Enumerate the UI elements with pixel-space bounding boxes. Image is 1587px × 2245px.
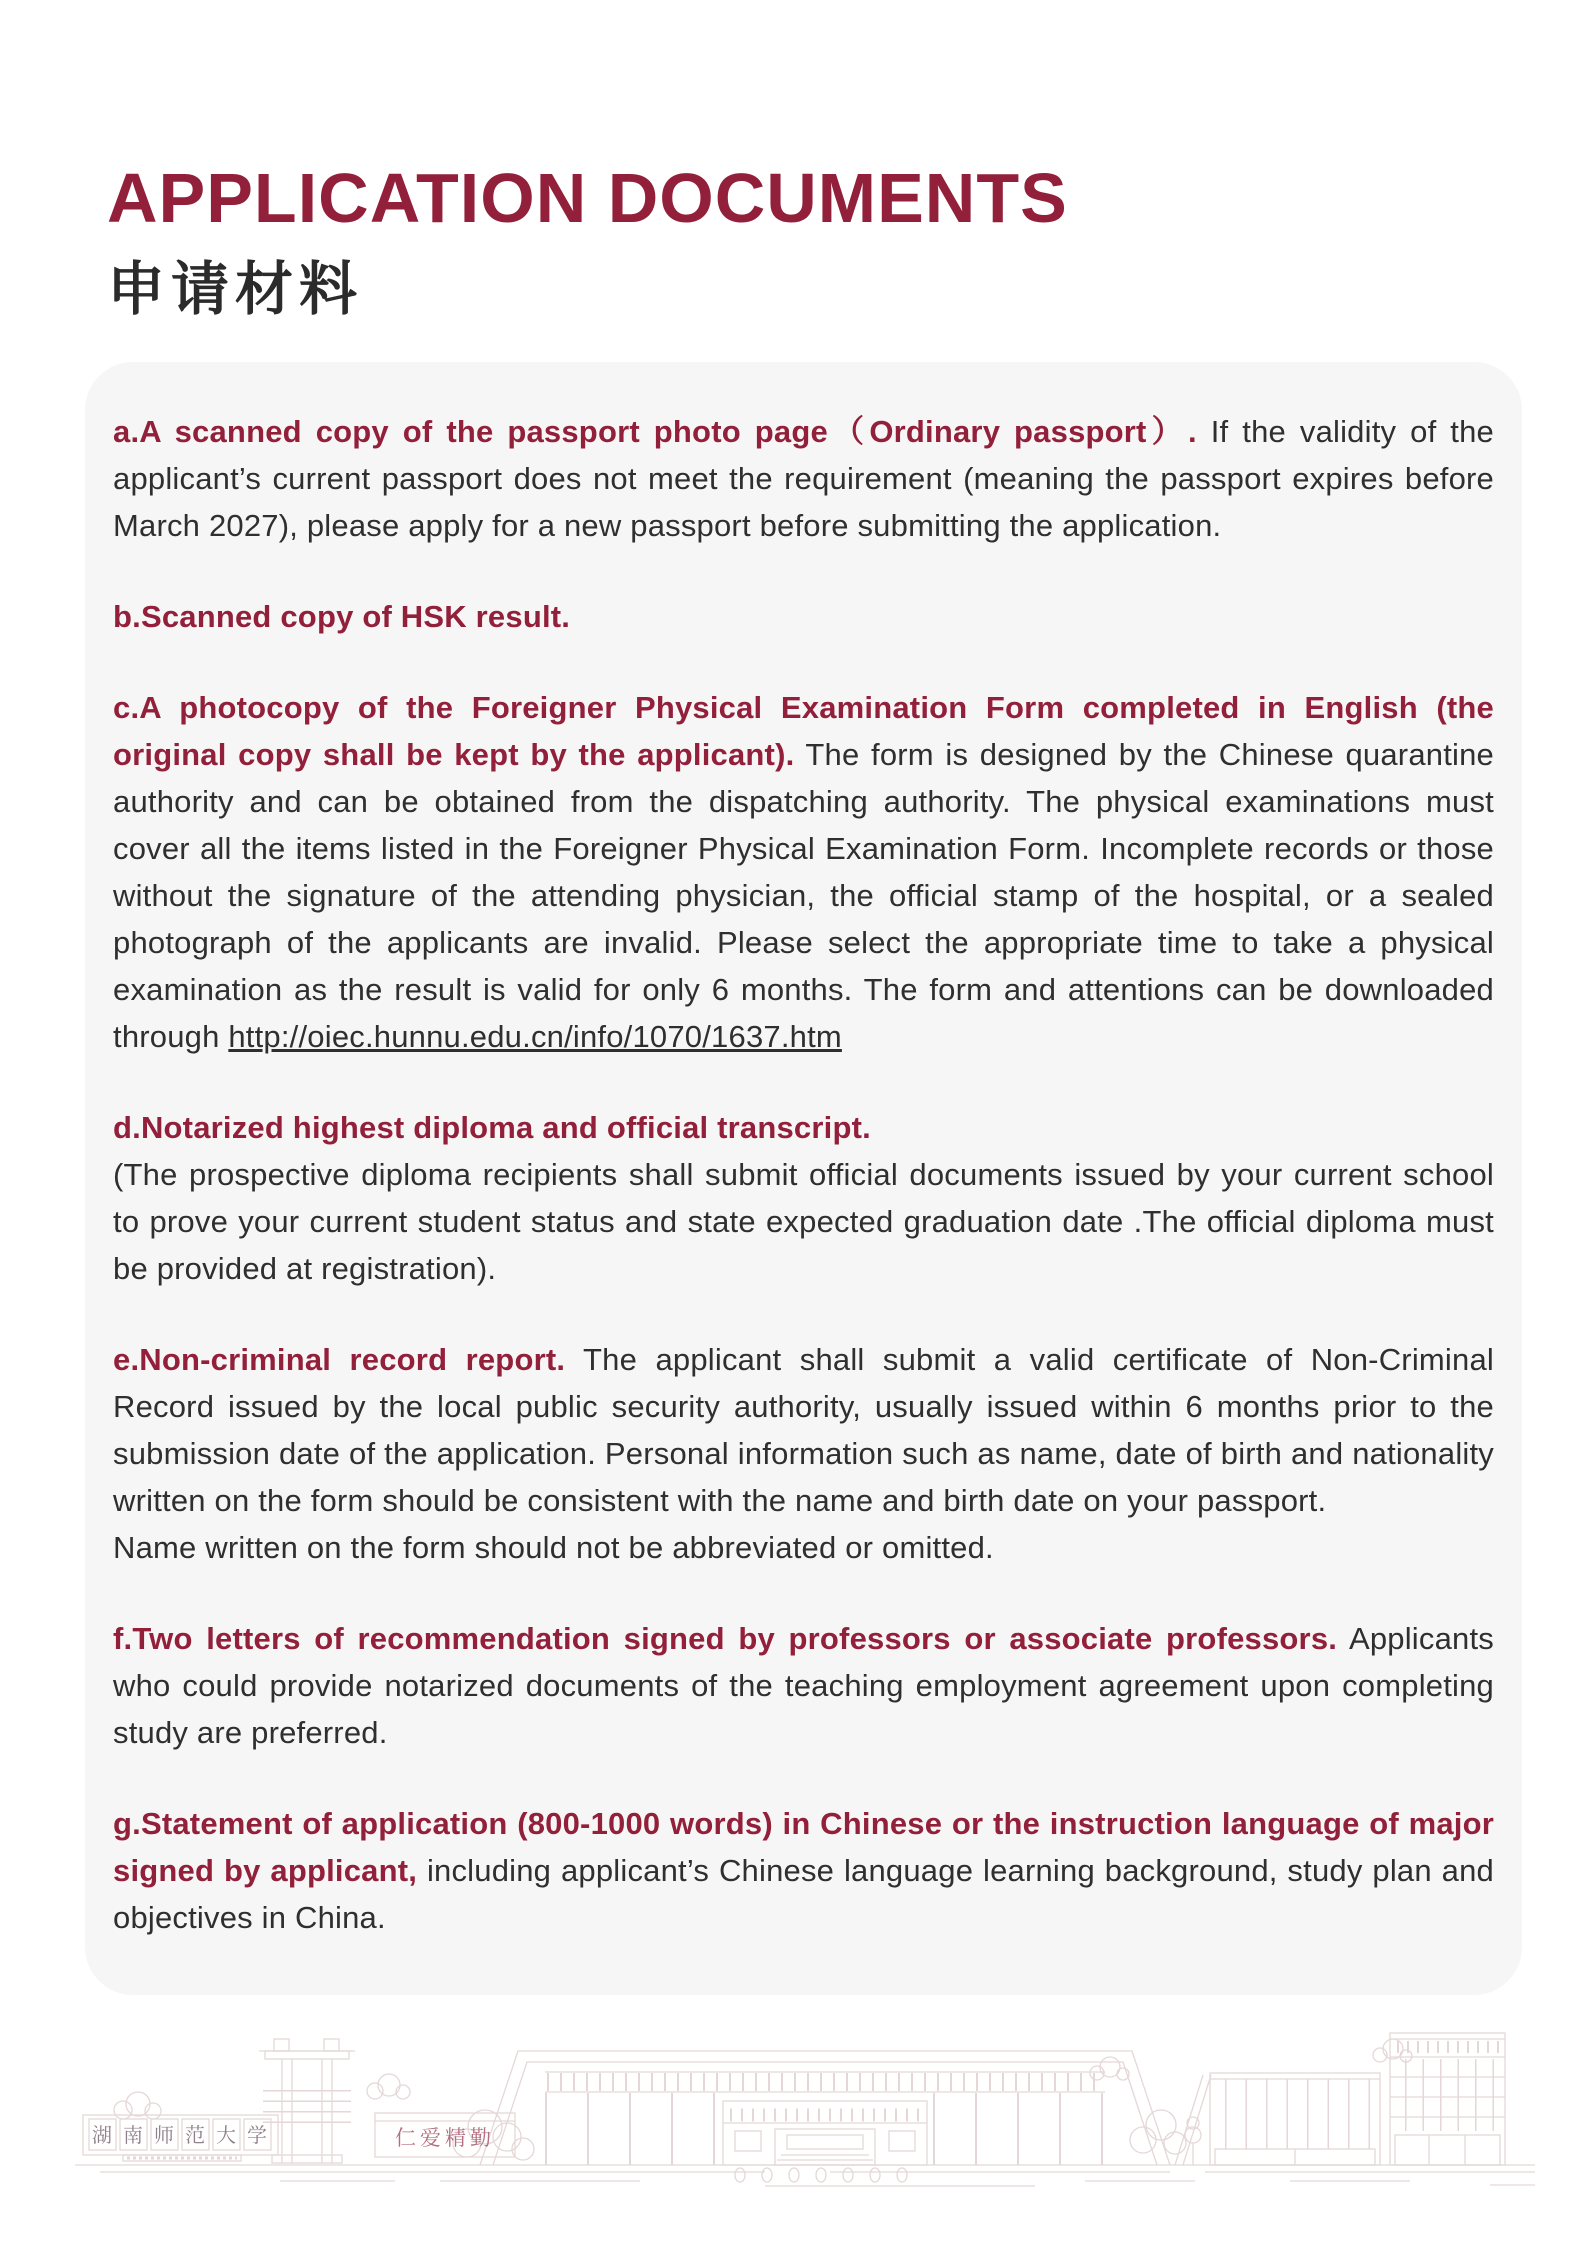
page-subtitle-chinese: 申请材料 (107, 256, 364, 322)
gate-sign-char: 湖 (92, 2123, 112, 2148)
doc-item-d-text: (The prospective diploma recipients shall submit official documents issued by your current school to prove your current student status and state expected graduation date .The official diploma must be provided at registration). (113, 1157, 1494, 1287)
doc-item-b-lead: b.Scanned copy of HSK result. (113, 599, 571, 635)
doc-item-e-lead: e.Non-criminal record report. (113, 1342, 566, 1378)
doc-item-b (113, 593, 1494, 640)
motto-sign-text: 仁爱精勤 (395, 2126, 495, 2151)
doc-item-a (113, 408, 1494, 549)
right-building-tall (1390, 2033, 1505, 2165)
doc-item-d-lead: d.Notarized highest diploma and official transcript. (113, 1110, 871, 1146)
doc-item-g-text: including applicant’s Chinese language learning background, study plan and objectives in China. (113, 1853, 1494, 1936)
doc-item-f (113, 1615, 1494, 1756)
cloud-icon (1373, 2039, 1412, 2062)
doc-item-e-note: Name written on the form should not be abbreviated or omitted. (113, 1530, 994, 1566)
gate-sign-char: 南 (123, 2123, 143, 2148)
page-header (0, 0, 1587, 320)
doc-item-c-text: The form is designed by the Chinese quarantine authority and can be obtained from the dispatching authority. The physical examinations must cover all the items listed in the Foreigner Physical Examination Form. Incomplete records or those without the signature of the attending physician, the official stamp of the hospital, or a sealed photograph of the applicants are invalid. Please select the appropriate time to take a physical examination as the result is valid for only 6 months. The form and attentions can be downloaded through (113, 737, 1494, 1055)
campus-line-art-illustration (75, 2015, 1535, 2193)
doc-item-c (113, 684, 1494, 1060)
gate-tower (259, 2039, 355, 2163)
content-panel (85, 362, 1522, 1995)
main-building (480, 2051, 1170, 2182)
gate-sign-char: 学 (247, 2123, 267, 2148)
cloud-icon (1090, 2057, 1129, 2080)
doc-item-f-text: Applicants who could provide notarized documents of the teaching employment agreement upon completing study are preferred. (113, 1621, 1494, 1751)
small-tree-icon (1185, 2117, 1201, 2165)
doc-item-d (113, 1104, 1494, 1292)
physical-exam-form-link[interactable]: http://oiec.hunnu.edu.cn/info/1070/1637.htm (228, 1019, 842, 1055)
gate-sign-char: 师 (154, 2123, 174, 2148)
cloud-icon (367, 2074, 410, 2099)
right-building-low (1175, 2073, 1380, 2165)
footer-illustration-area (75, 2015, 1535, 2193)
tree-icon (1130, 2110, 1186, 2154)
doc-item-a-lead: a.A scanned copy of the passport photo page（Ordinary passport）. (113, 414, 1197, 450)
gate-sign-char: 范 (185, 2123, 205, 2148)
doc-item-g (113, 1800, 1494, 1941)
page-title: APPLICATION DOCUMENTS (107, 159, 1068, 237)
doc-item-a-text: If the validity of the applicant’s current passport does not meet the requirement (meaning the passport expires before March 2027), please apply for a new passport before submitting the application. (113, 414, 1494, 544)
doc-item-e (113, 1336, 1494, 1571)
doc-item-f-lead: f.Two letters of recommendation signed by professors or associate professors. (113, 1621, 1338, 1657)
gate-sign-text (92, 2123, 267, 2147)
gate-sign-char: 大 (216, 2123, 236, 2148)
doc-item-g-lead: g.Statement of application (800-1000 words) in Chinese or the instruction language of major signed by applicant, (113, 1806, 1494, 1889)
doc-item-e-text: The applicant shall submit a valid certificate of Non-Criminal Record issued by the local public security authority, usually issued within 6 months prior to the submission date of the application. Personal information such as name, date of birth and nationality written on the form should be consistent with the name and birth date on your passport. (113, 1342, 1494, 1519)
doc-item-c-lead: c.A photocopy of the Foreigner Physical Examination Form completed in English (the original copy shall be kept by the applicant). (113, 690, 1494, 773)
